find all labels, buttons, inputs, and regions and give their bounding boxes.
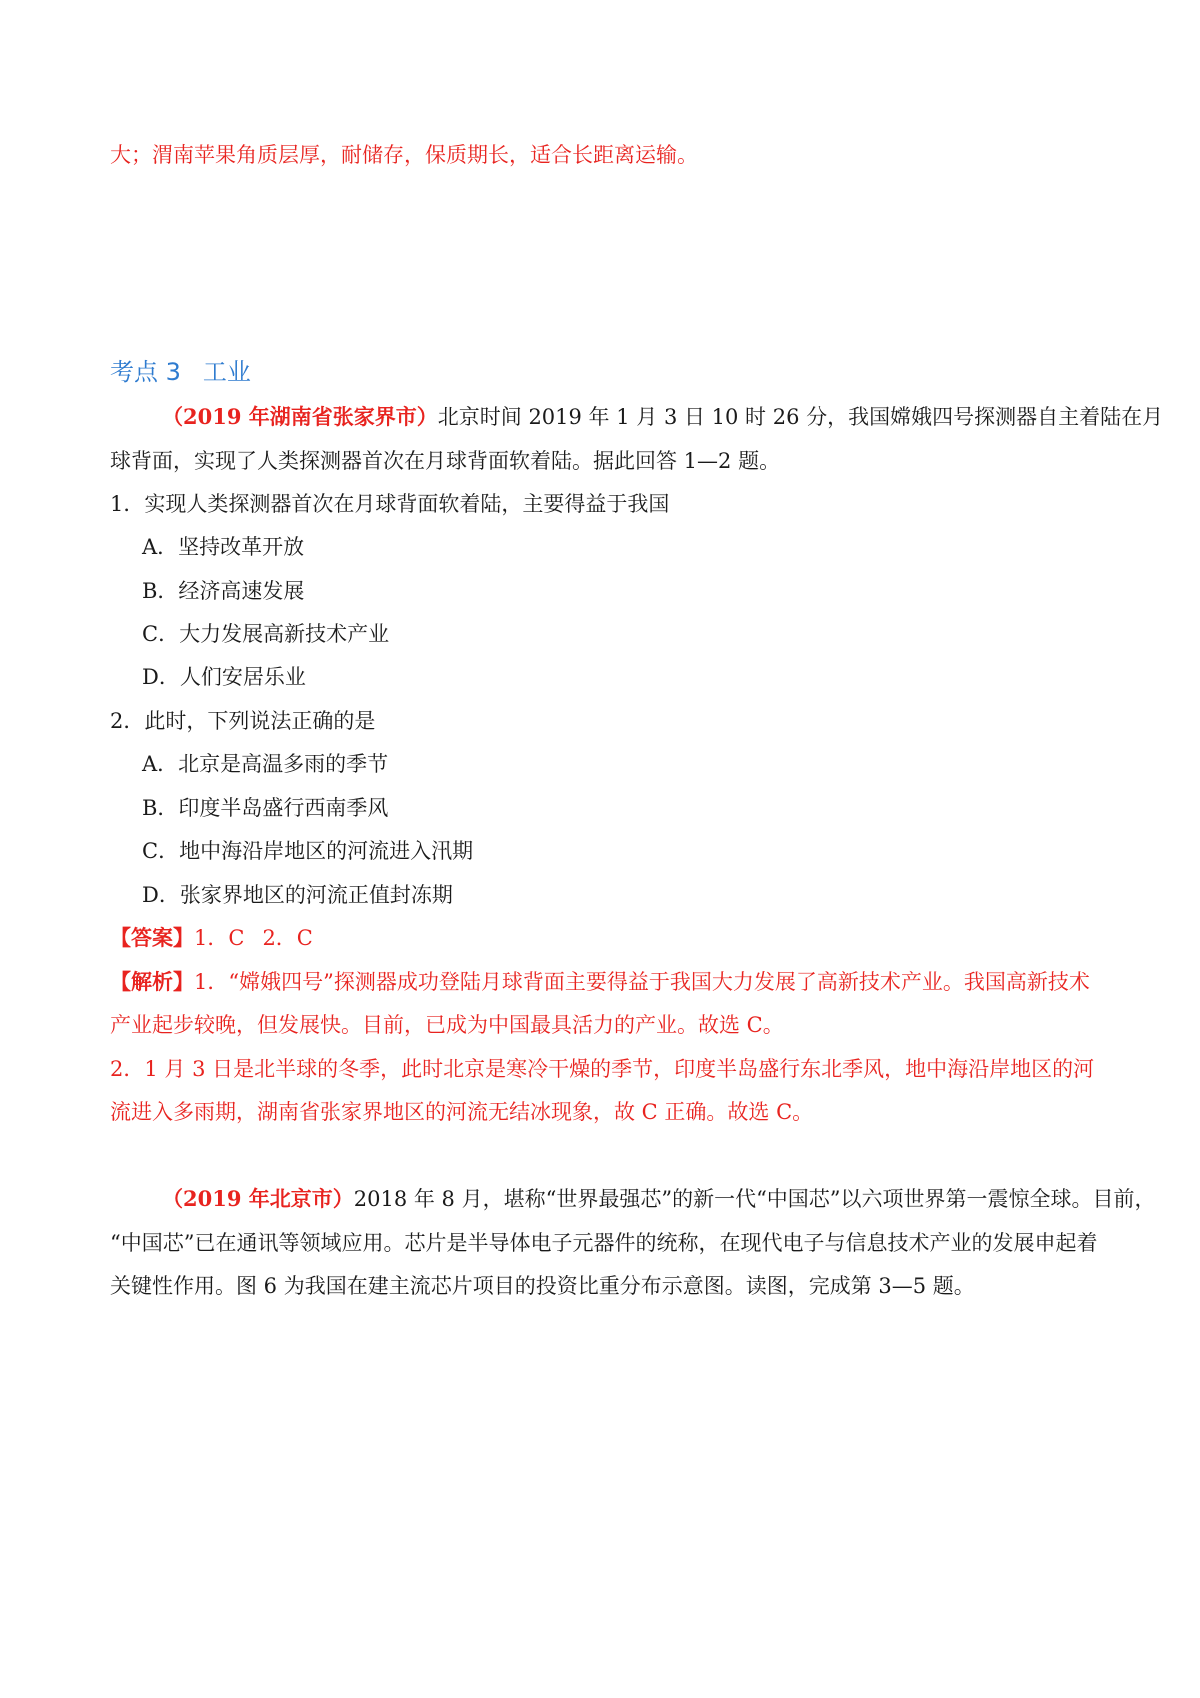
question-2-stem: 2．此时，下列说法正确的是 [110, 709, 376, 733]
question-intro-line1 [162, 402, 1164, 432]
question-2-option-c: C．地中海沿岸地区的河流进入汛期 [142, 839, 474, 863]
analysis-line2: 产业起步较晚，但发展快。目前，已成为中国最具活力的产业。故选 C。 [110, 1013, 784, 1037]
question-2-option-d: D．张家界地区的河流正值封冻期 [142, 883, 453, 907]
answer-line [110, 923, 1100, 953]
block2-text-1: 2018 年 8 月，堪称“世界最强芯”的新一代“中国芯”以六项世界第一震惊全球。目前， [353, 1187, 1156, 1211]
analysis-line3: 2．1 月 3 日是北半球的冬季，此时北京是寒冷干燥的季节，印度半岛盛行东北季风，地中海沿岸地区的河 [110, 1057, 1095, 1081]
question-1-option-a: A．坚持改革开放 [142, 535, 305, 559]
section-heading [110, 357, 1100, 387]
question-block2-source: （2019 年北京市） [162, 1186, 354, 1211]
question-block2-line1 [162, 1184, 1156, 1214]
previous-answer-continuation: 大；渭南苹果角质层厚，耐储存，保质期长，适合长距离运输。 [110, 143, 698, 167]
intro-text-1: 北京时间 2019 年 1 月 3 日 10 时 26 分，我国嫦娥四号探测器自主着陆在月 [437, 405, 1164, 429]
analysis-label: 【解析】 [110, 969, 194, 994]
answer-1: 1．C [194, 926, 245, 950]
question-intro-line2: 球背面，实现了人类探测器首次在月球背面软着陆。据此回答 1—2 题。 [110, 449, 781, 473]
question-1-option-b: B．经济高速发展 [142, 579, 305, 603]
question-source: （2019 年湖南省张家界市） [162, 404, 438, 429]
question-2-option-a: A．北京是高温多雨的季节 [142, 752, 389, 776]
answer-label: 【答案】 [110, 925, 194, 950]
analysis-line4: 流进入多雨期，湖南省张家界地区的河流无结冰现象，故 C 正确。故选 C。 [110, 1100, 814, 1124]
section-title: 工业 [202, 358, 251, 386]
question-block2-line3: 关键性作用。图 6 为我国在建主流芯片项目的投资比重分布示意图。读图，完成第 3—5 题。 [110, 1274, 975, 1298]
analysis-text-1: 1．“嫦娥四号”探测器成功登陆月球背面主要得益于我国大力发展了高新技术产业。我国高新技术 [194, 970, 1090, 994]
question-1-option-c: C．大力发展高新技术产业 [142, 622, 390, 646]
answer-2: 2．C [262, 926, 313, 950]
question-2-option-b: B．印度半岛盛行西南季风 [142, 796, 389, 820]
question-1-option-d: D．人们安居乐业 [142, 665, 306, 689]
analysis-line1 [110, 967, 1100, 997]
section-number: 考点 3 [110, 358, 181, 386]
question-1-stem: 1．实现人类探测器首次在月球背面软着陆，主要得益于我国 [110, 492, 670, 516]
question-block2-line2: “中国芯”已在通讯等领域应用。芯片是半导体电子元器件的统称，在现代电子与信息技术产业的发展申起着 [110, 1231, 1098, 1255]
